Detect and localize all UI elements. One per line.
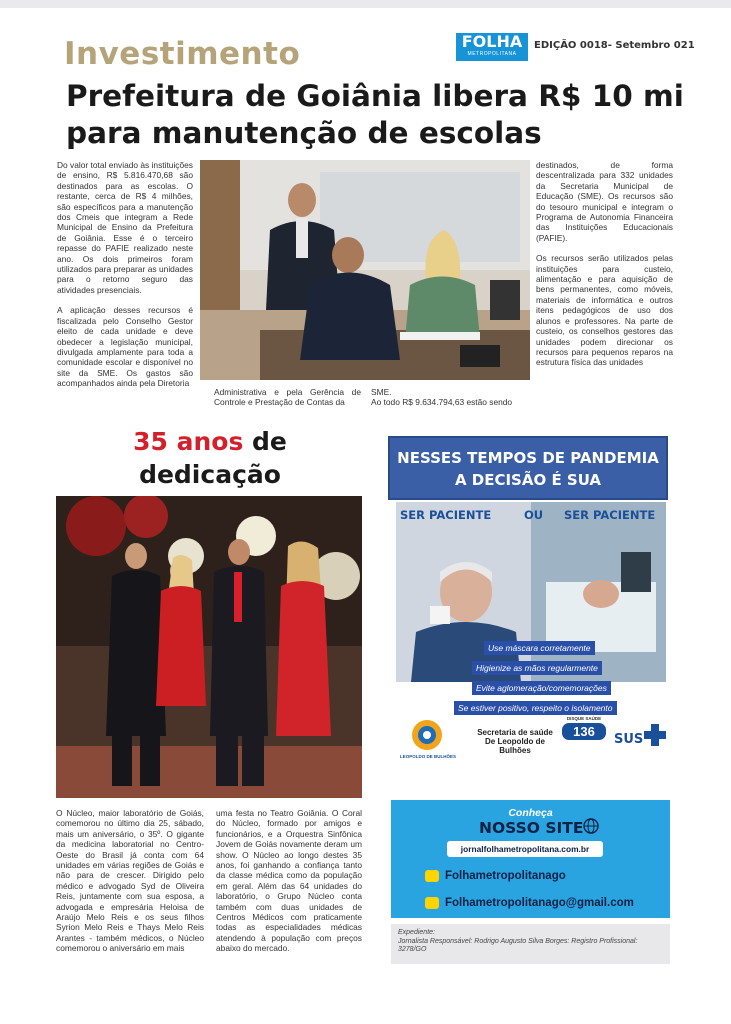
ad-title-line: NESSES TEMPOS DE PANDEMIA — [397, 449, 659, 467]
city-emblem-icon — [410, 718, 444, 752]
email-icon — [425, 897, 439, 909]
logo-main: FOLHA — [461, 32, 523, 51]
newspaper-logo — [456, 33, 528, 61]
headline-part: de dedicação — [139, 427, 287, 489]
sus-cross-icon — [644, 724, 666, 746]
disque-number: 136 — [562, 723, 606, 740]
paragraph: SME. — [371, 387, 392, 397]
tip-pill: Higienize as mãos regularmente — [472, 661, 602, 675]
expediente-box — [391, 924, 670, 964]
article2-column-2: uma festa no Teatro Goiânia. O Coral do Núcleo, formado por amigos e funcionários, e a Orquestra Sinfônica Jovem de Goiás novamente deram um show. O Núcleo ao longo destes 35 anos, foi ganhando a confiança tanto da classe médica como da população em geral. Além das 64 unidades do laboratório, o Grupo Núcleo conta também com duas unidades de Centros Médicos com praticamente todas as especialidades médicas atendendo à população com preços abaixo do mercado. — [216, 808, 362, 954]
expediente-text: Jornalista Responsável: Rodrigo Augusto Silva Borges: Registro Profissional: 3278/GO — [398, 937, 638, 953]
article2-column-1: O Núcleo, maior laboratório de Goiás, comemorou no último dia 25, sábado, mais um aniversário, o 35º. O gigante da medicina laboratorial no Centro-Oeste do Brasil já conta com 64 unidades em várias regiões de Goiás e não para de crescer. Dirigido pelo médico e advogado Syd de Oliveira Reis, juntamente com sua esposa, a advogada e empresária Heloisa de Araújo Melo Reis e os seus filhos Syrion Melo Reis e Thays Melo Reis Arantes - também médicos, o Núcleo comemorou o aniversário em mais — [56, 808, 204, 954]
article1-column-2: Administrativa e pela Gerência de Controle e Prestação de Contas da — [214, 387, 361, 408]
expediente-label: Expediente: — [398, 929, 435, 936]
instagram-link[interactable] — [425, 870, 566, 882]
paragraph: Do valor total enviado às instituições de ensino, R$ 5.816.470,68 são destinados para as escolas. O restante, cerca de R$ 4 milhões, são específicos para a manutenção dos Cmeis que integram a Rede Municipal de Ensino da Prefeitura de Goiânia. Esse é o terceiro repasse do PAFIE realizado neste ano. Os dois primeiros foram utilizados para preparar as unidades para o retorno seguro das atividades presenciais. — [57, 160, 193, 295]
article1-column-1 — [57, 160, 193, 399]
article1-column-3 — [536, 160, 673, 378]
top-border — [0, 0, 731, 8]
edition-label: EDIÇÃO 0018- Setembro 021 — [534, 40, 695, 51]
ad-label-left: SER PACIENTE — [400, 508, 492, 522]
logo-sub: METROPOLITANA — [467, 51, 517, 57]
globe-icon — [583, 818, 599, 834]
ad-footer — [396, 714, 666, 764]
secretaria-line: De Leopoldo de Bulhões — [485, 737, 545, 755]
meeting-photo — [200, 160, 530, 380]
section-tag: Investimento — [64, 36, 301, 72]
headline-highlight: 35 anos — [133, 427, 244, 456]
secretaria-label — [474, 728, 556, 755]
paragraph: Ao todo R$ 9.634.794,63 estão sendo — [371, 397, 513, 408]
city-logo-text: LEOPOLDO DE BULHÕES — [400, 754, 457, 759]
tip-pill: Se estiver positivo, respeito o isolamento — [454, 701, 617, 715]
paragraph: A aplicação desses recursos é fiscalizada pelo Conselho Gestor eleito de cada unidade e deve obedecer a legislação municipal, divulgada amplamente para toda a comunidade escolar e disponível no site da SME. Os gastos são acompanhados ainda pela Diretoria — [57, 305, 193, 389]
article-headline: Prefeitura de Goiânia libera R$ 10 mi para manutenção de escolas — [66, 79, 684, 150]
site-promo-box — [391, 800, 670, 918]
instagram-icon — [425, 870, 439, 882]
instagram-handle: Folhametropolitanago — [445, 870, 566, 883]
paragraph: Os recursos serão utilizados pelas instituições para custeio, alimentação e para aquisição de bens permanentes, como móveis, materiais de informática e outros itens pedagógicos de uso dos alunos e professores. Na parte de custeio, os conselhos gestores das unidades podem direcionar os recursos para pequenos reparos na estrutura física das unidades — [536, 253, 673, 368]
site-url-link[interactable]: jornalfolhametropolitana.com.br — [447, 841, 603, 857]
email-link[interactable] — [425, 897, 634, 909]
health-campaign-ad — [388, 436, 668, 764]
tip-pill: Evite aglomeração/comemorações — [472, 681, 611, 695]
nosso-site-label: NOSSO SITE — [479, 819, 584, 837]
ad-photos — [396, 502, 666, 682]
ad-label-right: SER PACIENTE — [564, 508, 656, 522]
paragraph: destinados, de forma descentralizada para 332 unidades da Secretaria Municipal de Educação (SME). Os recursos são do tesouro municipal e integram o Programa de Autonomia Financeira das Instituições Educacionais (PAFIE). — [536, 160, 673, 243]
secretaria-line: Secretaria de saúde — [477, 728, 553, 737]
disque-saude — [562, 716, 606, 740]
disque-label: DISQUE SAÚDE — [566, 716, 602, 721]
ad-title — [388, 436, 668, 500]
family-photo — [56, 496, 362, 798]
sus-logo: SUS — [614, 732, 644, 747]
article1-column-2b — [371, 387, 529, 408]
conheca-label: Conheça — [508, 807, 553, 819]
ad-label-or: OU — [524, 508, 544, 522]
ad-title-line: A DECISÃO É SUA — [454, 471, 602, 489]
email-address: Folhametropolitanago@gmail.com — [445, 897, 634, 910]
tip-pill: Use máscara corretamente — [484, 641, 595, 655]
